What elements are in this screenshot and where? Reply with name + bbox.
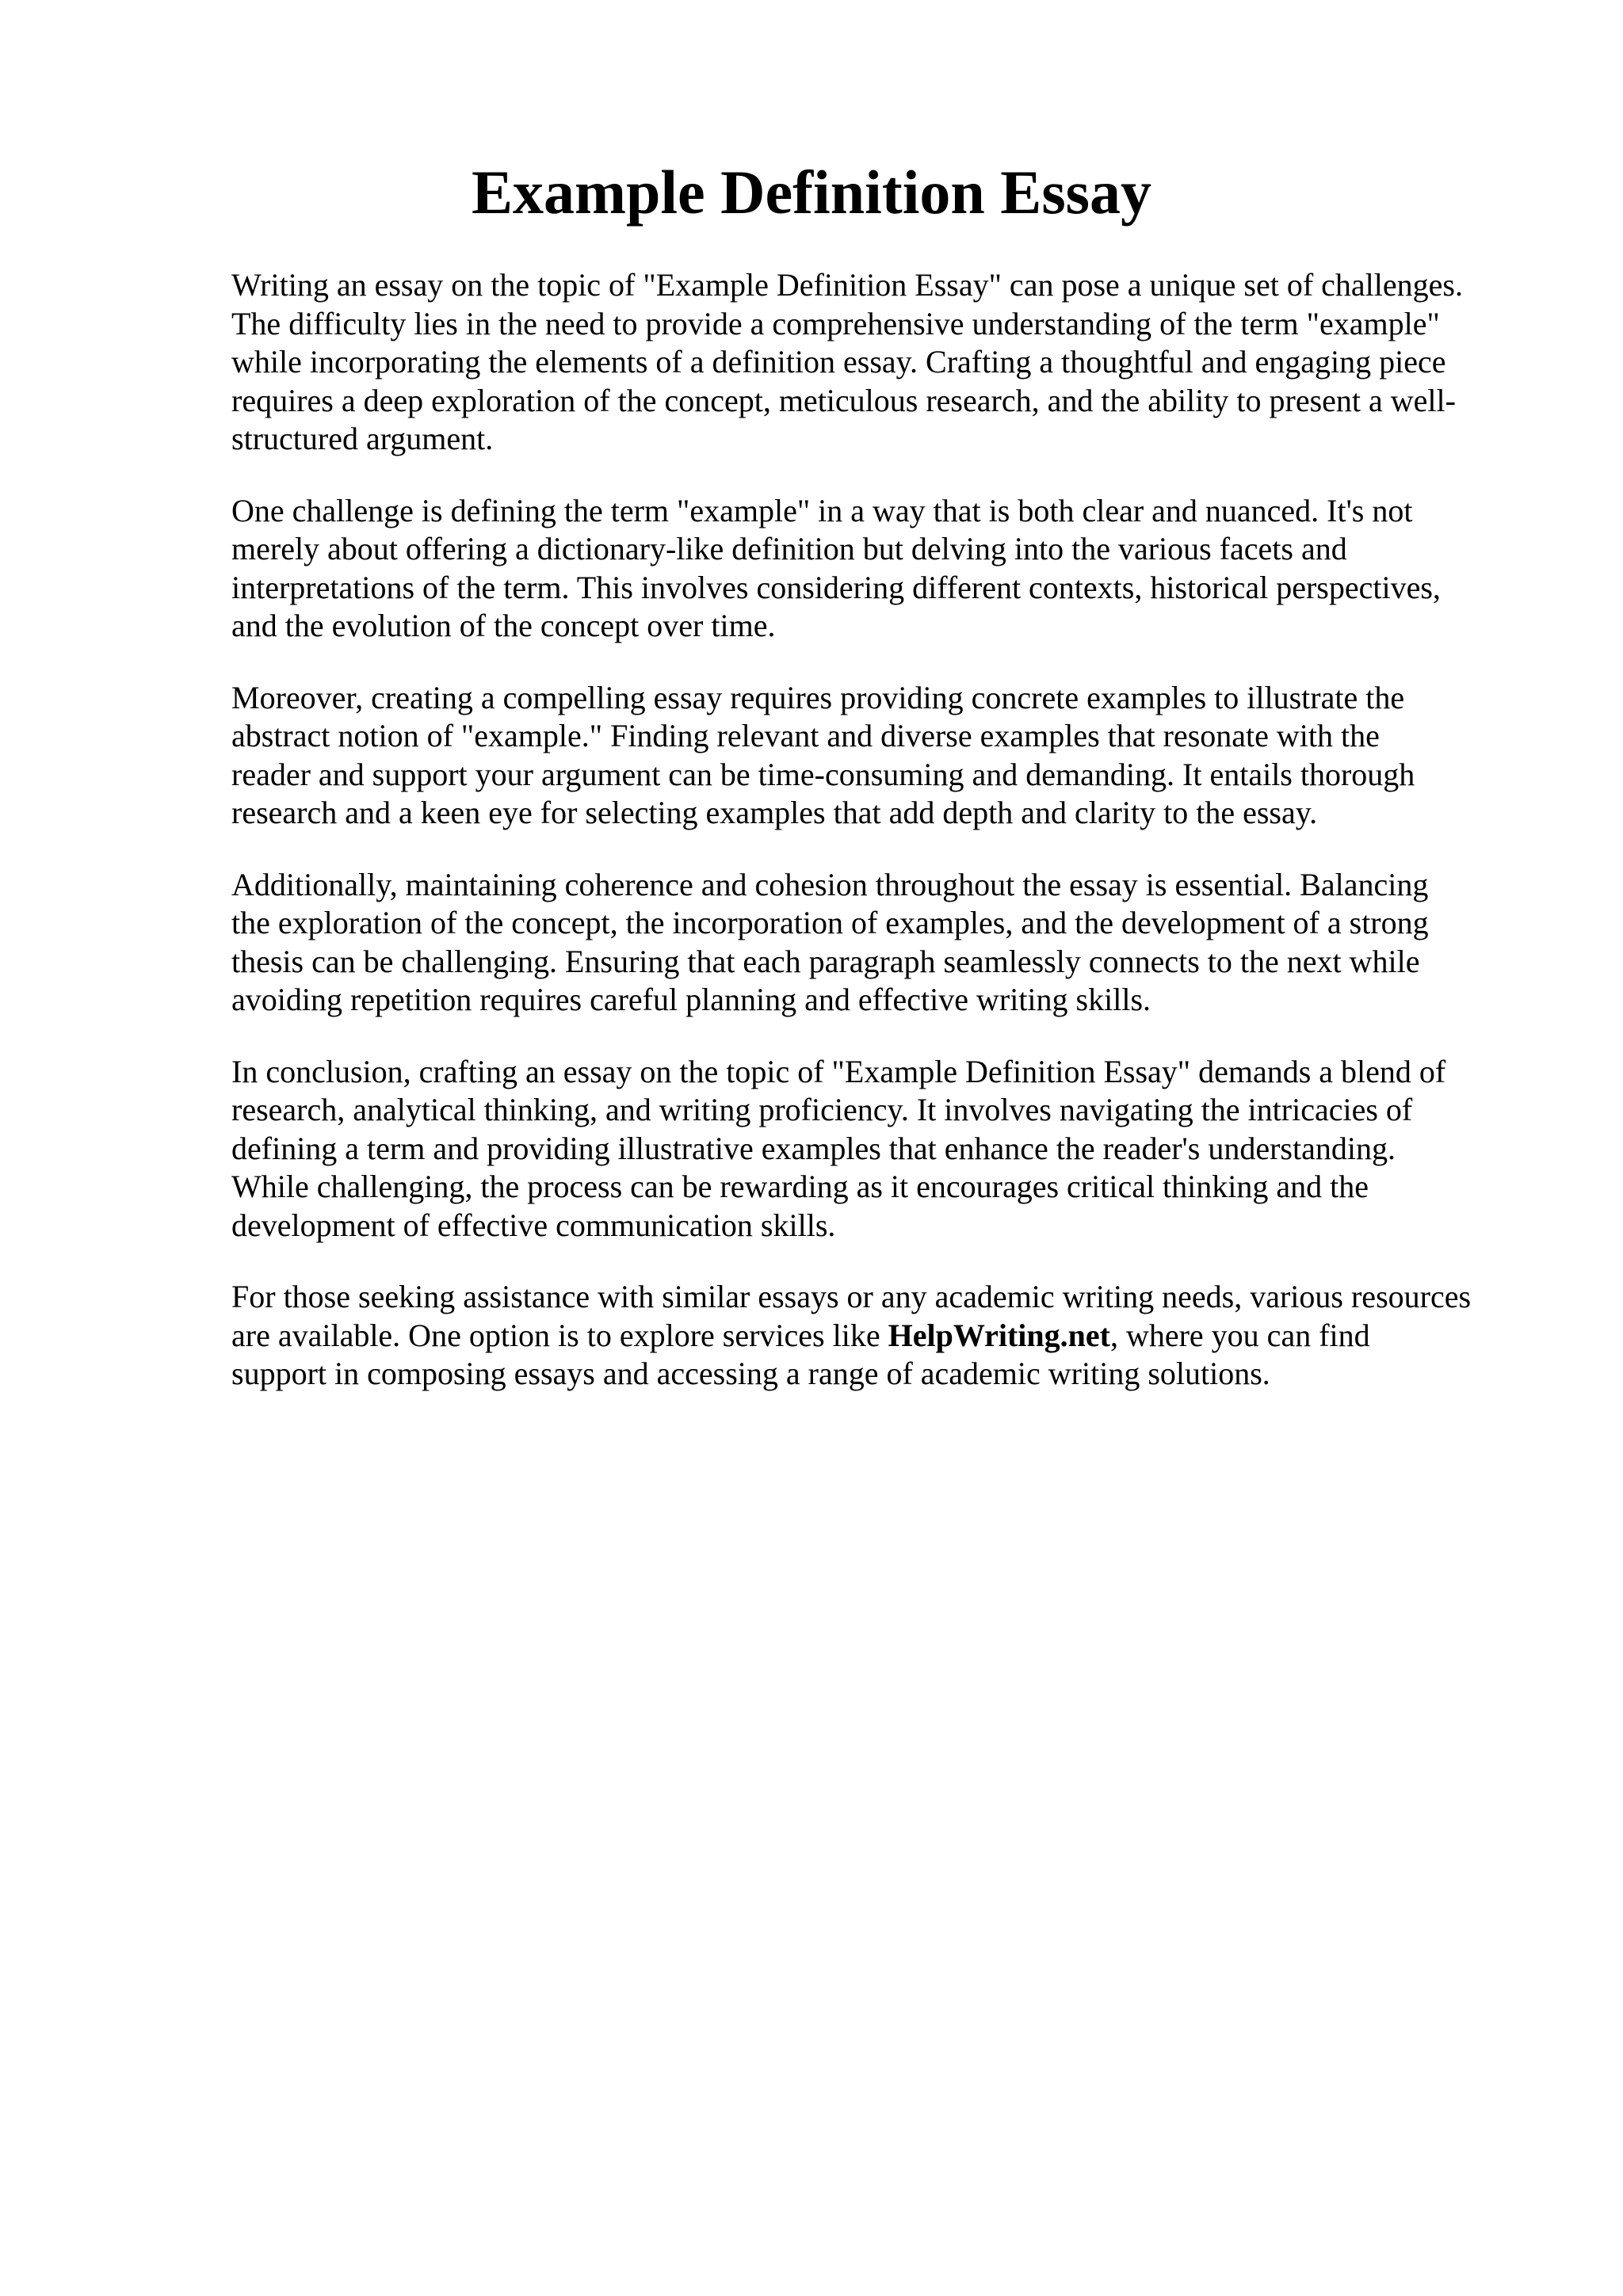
text-line: interpretations of the term. This involves considering different contexts, historical perspectives, (231, 569, 1441, 605)
paragraph-examples (231, 679, 1523, 833)
text-line: thesis can be challenging. Ensuring that each paragraph seamlessly connects to the next while (231, 943, 1420, 979)
text-line: Writing an essay on the topic of "Example Definition Essay" can pose a unique set of challenges. (231, 267, 1463, 303)
essay-body (231, 266, 1523, 1427)
essay-title: Example Definition Essay (471, 158, 1152, 227)
text-line: the exploration of the concept, the incorporation of examples, and the development of a strong (231, 905, 1429, 940)
text-line: defining a term and providing illustrative examples that enhance the reader's understanding. (231, 1130, 1396, 1166)
text-line: and the evolution of the concept over time. (231, 608, 776, 643)
paragraph-challenge (231, 492, 1523, 646)
text-line: In conclusion, crafting an essay on the topic of "Example Definition Essay" demands a blend of (231, 1053, 1446, 1089)
text-line-with-link (231, 1317, 1523, 1356)
text-line: abstract notion of "example." Finding relevant and diverse examples that resonate with the (231, 718, 1380, 753)
paragraph-resources (231, 1278, 1523, 1394)
text-segment: , where you can find (1109, 1317, 1370, 1353)
text-line: Moreover, creating a compelling essay requires providing concrete examples to illustrate the (231, 679, 1405, 715)
text-line: merely about offering a dictionary-like definition but delving into the various facets and (231, 531, 1347, 566)
text-line: development of effective communication skills. (231, 1207, 836, 1243)
text-line: Additionally, maintaining coherence and cohesion throughout the essay is essential. Balancing (231, 866, 1429, 902)
text-line: While challenging, the process can be rewarding as it encourages critical thinking and the (231, 1169, 1369, 1204)
text-line: The difficulty lies in the need to provide a comprehensive understanding of the term "example" (231, 305, 1440, 341)
text-line: structured argument. (231, 421, 494, 456)
text-line: One challenge is defining the term "example" in a way that is both clear and nuanced. It's not (231, 492, 1413, 528)
text-line: research, analytical thinking, and writing proficiency. It involves navigating the intricacies of (231, 1092, 1413, 1127)
text-line: requires a deep exploration of the concept, meticulous research, and the ability to present a well- (231, 382, 1456, 418)
helpwriting-link[interactable]: HelpWriting.net (888, 1317, 1110, 1353)
text-line: reader and support your argument can be time-consuming and demanding. It entails thorough (231, 756, 1415, 792)
text-segment: are available. One option is to explore services like (231, 1317, 888, 1353)
text-line: avoiding repetition requires careful planning and effective writing skills. (231, 982, 1151, 1017)
text-line: research and a keen eye for selecting examples that add depth and clarity to the essay. (231, 795, 1318, 830)
text-line: support in composing essays and accessing a range of academic writing solutions. (231, 1356, 1270, 1391)
text-line: For those seeking assistance with similar essays or any academic writing needs, various resources (231, 1279, 1472, 1314)
paragraph-conclusion (231, 1053, 1523, 1245)
paragraph-intro (231, 266, 1523, 459)
text-line: while incorporating the elements of a definition essay. Crafting a thoughtful and engaging piece (231, 344, 1446, 379)
paragraph-coherence (231, 866, 1523, 1020)
